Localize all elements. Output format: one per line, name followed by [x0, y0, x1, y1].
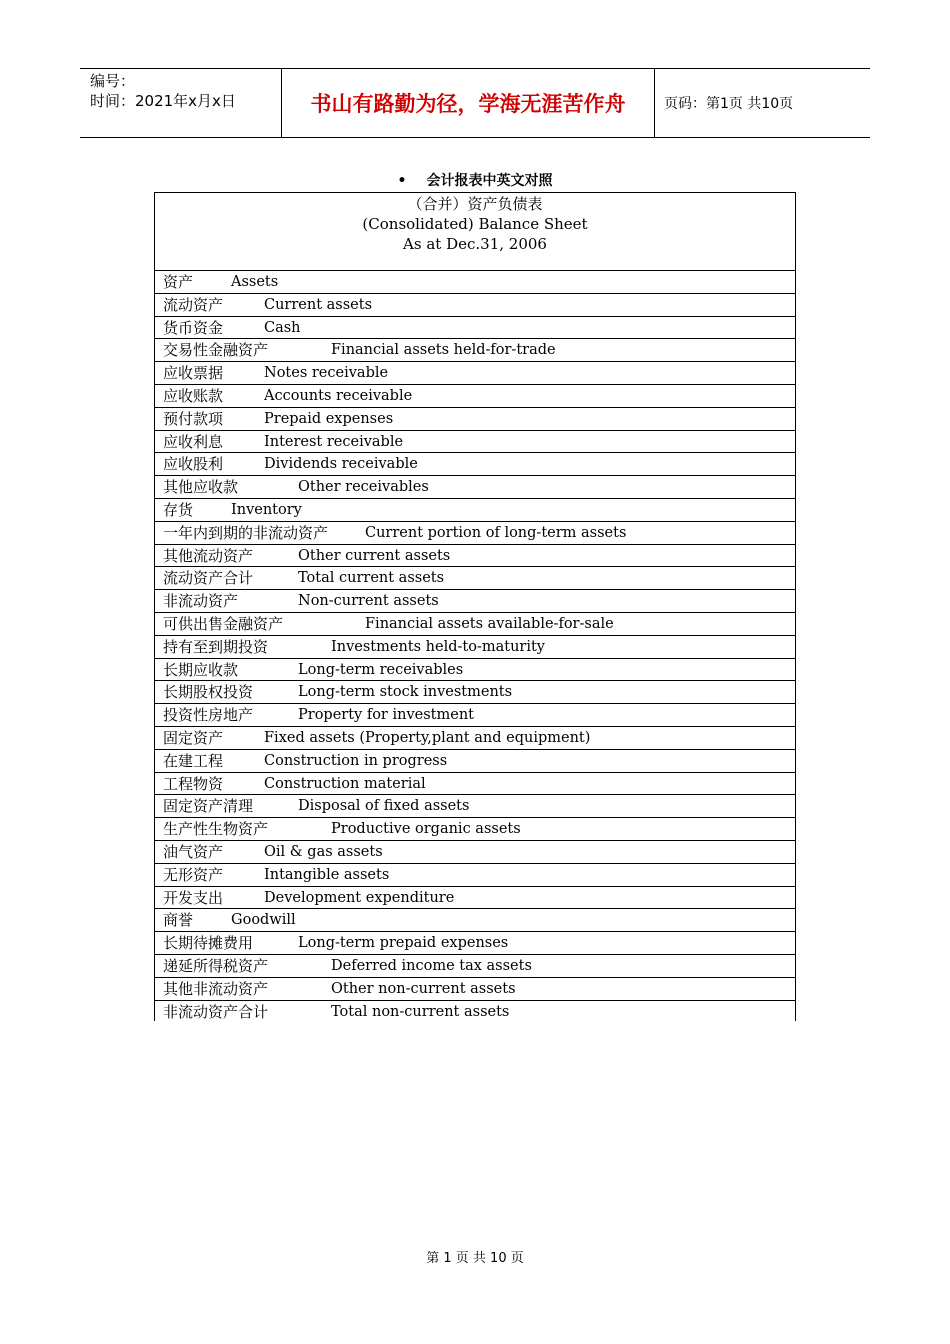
- table-row: [155, 727, 795, 750]
- table-row: [155, 385, 795, 408]
- row-chinese-term: 非流动资产: [163, 592, 239, 611]
- document-heading-text: 会计报表中英文对照: [426, 173, 553, 189]
- row-english-term: Intangible assets: [264, 866, 390, 883]
- row-english-term: Fixed assets (Property,plant and equipment): [264, 729, 591, 746]
- balance-sheet-title: [155, 193, 795, 271]
- row-english-term: Notes receivable: [264, 365, 389, 382]
- table-row: [155, 613, 795, 636]
- row-chinese-term: 其他非流动资产: [163, 979, 269, 998]
- table-row: [155, 955, 795, 978]
- table-row: [155, 887, 795, 910]
- table-row: [155, 567, 795, 590]
- row-chinese-term: 其他应收款: [163, 478, 239, 497]
- title-chinese: （合并）资产负债表: [407, 195, 543, 213]
- table-row: [155, 773, 795, 796]
- table-row: [155, 545, 795, 568]
- row-english-term: Development expenditure: [264, 889, 455, 906]
- row-chinese-term: 交易性金融资产: [163, 341, 269, 360]
- table-row: [155, 317, 795, 340]
- row-english-term: Non-current assets: [298, 593, 439, 610]
- table-row: [155, 795, 795, 818]
- table-row: [155, 932, 795, 955]
- row-english-term: Long-term stock investments: [298, 684, 513, 701]
- row-chinese-term: 非流动资产合计: [163, 1002, 269, 1021]
- table-row: [155, 864, 795, 887]
- row-chinese-term: 长期应收款: [163, 660, 239, 679]
- row-english-term: Oil & gas assets: [264, 843, 383, 860]
- row-english-term: Other non-current assets: [331, 980, 516, 997]
- row-english-term: Financial assets available-for-sale: [365, 615, 614, 632]
- row-chinese-term: 应收票据: [163, 364, 224, 383]
- row-english-term: Construction material: [264, 775, 426, 792]
- table-row: [155, 841, 795, 864]
- row-chinese-term: 货币资金: [163, 318, 224, 337]
- row-english-term: Other receivables: [298, 479, 429, 496]
- row-english-term: Disposal of fixed assets: [298, 798, 470, 815]
- row-english-term: Financial assets held-for-trade: [331, 342, 556, 359]
- table-row: [155, 590, 795, 613]
- row-chinese-term: 存货: [163, 500, 194, 519]
- row-english-term: Accounts receivable: [264, 387, 413, 404]
- row-english-term: Deferred income tax assets: [331, 957, 532, 974]
- table-row: [155, 704, 795, 727]
- row-english-term: Current portion of long-term assets: [365, 524, 627, 541]
- row-chinese-term: 固定资产清理: [163, 797, 254, 816]
- bullet-icon: •: [397, 173, 407, 189]
- row-chinese-term: 流动资产合计: [163, 569, 254, 588]
- row-chinese-term: 长期股权投资: [163, 683, 254, 702]
- document-number-label: 编号：: [90, 72, 136, 90]
- row-chinese-term: 投资性房地产: [163, 706, 254, 725]
- page-footer: 第 1 页 共 10 页: [426, 1251, 524, 1266]
- table-row: [155, 659, 795, 682]
- table-row: [155, 636, 795, 659]
- row-english-term: Investments held-to-maturity: [331, 638, 545, 655]
- table-row: [155, 750, 795, 773]
- row-chinese-term: 长期待摊费用: [163, 934, 254, 953]
- header-motto: 书山有路勤为径，学海无涯苦作舟: [281, 69, 655, 137]
- title-english: (Consolidated) Balance Sheet: [362, 215, 588, 233]
- table-row: [155, 294, 795, 317]
- row-chinese-term: 其他流动资产: [163, 546, 254, 565]
- row-english-term: Dividends receivable: [264, 456, 418, 473]
- row-english-term: Property for investment: [298, 707, 474, 724]
- row-english-term: Productive organic assets: [331, 821, 521, 838]
- row-english-term: Long-term receivables: [298, 661, 464, 678]
- row-chinese-term: 生产性生物资产: [163, 820, 269, 839]
- document-heading: [0, 170, 950, 190]
- balance-sheet-rows: [155, 271, 795, 1023]
- header-page-info: 页码：第1页 共10页: [664, 96, 794, 112]
- row-english-term: Inventory: [231, 501, 302, 518]
- header-meta: [90, 71, 280, 111]
- row-english-term: Long-term prepaid expenses: [298, 935, 509, 952]
- table-row: [155, 681, 795, 704]
- row-chinese-term: 流动资产: [163, 295, 224, 314]
- row-english-term: Prepaid expenses: [264, 410, 394, 427]
- row-chinese-term: 预付款项: [163, 409, 224, 428]
- balance-sheet-table: [154, 192, 796, 1021]
- table-row: [155, 1001, 795, 1024]
- row-chinese-term: 可供出售金融资产: [163, 614, 284, 633]
- row-chinese-term: 资产: [163, 273, 194, 291]
- row-chinese-term: 应收账款: [163, 386, 224, 405]
- row-english-term: Total non-current assets: [331, 1003, 510, 1020]
- table-row: [155, 909, 795, 932]
- row-chinese-term: 应收股利: [163, 455, 224, 474]
- table-row: [155, 431, 795, 454]
- row-chinese-term: 工程物资: [163, 774, 224, 793]
- table-row: [155, 978, 795, 1001]
- title-date: As at Dec.31, 2006: [403, 235, 547, 253]
- table-row: [155, 271, 795, 294]
- row-chinese-term: 一年内到期的非流动资产: [163, 523, 329, 542]
- document-date: 时间：2021年x月x日: [90, 92, 236, 110]
- table-row: [155, 453, 795, 476]
- table-row: [155, 818, 795, 841]
- row-english-term: Goodwill: [231, 912, 296, 929]
- table-row: [155, 522, 795, 545]
- row-chinese-term: 固定资产: [163, 728, 224, 747]
- row-chinese-term: 油气资产: [163, 842, 224, 861]
- page-header: [80, 68, 870, 138]
- row-chinese-term: 递延所得税资产: [163, 956, 269, 975]
- row-chinese-term: 应收利息: [163, 432, 224, 451]
- table-row: [155, 339, 795, 362]
- row-chinese-term: 无形资产: [163, 865, 224, 884]
- table-row: [155, 362, 795, 385]
- row-english-term: Total current assets: [298, 570, 445, 587]
- row-chinese-term: 开发支出: [163, 888, 224, 907]
- row-english-term: Assets: [231, 274, 279, 290]
- row-english-term: Current assets: [264, 296, 373, 313]
- table-row: [155, 476, 795, 499]
- row-english-term: Construction in progress: [264, 752, 448, 769]
- row-chinese-term: 商誉: [163, 911, 194, 930]
- table-row: [155, 408, 795, 431]
- row-chinese-term: 持有至到期投资: [163, 637, 269, 656]
- table-row: [155, 499, 795, 522]
- row-english-term: Interest receivable: [264, 433, 404, 450]
- row-english-term: Cash: [264, 319, 301, 336]
- row-english-term: Other current assets: [298, 547, 451, 564]
- row-chinese-term: 在建工程: [163, 751, 224, 770]
